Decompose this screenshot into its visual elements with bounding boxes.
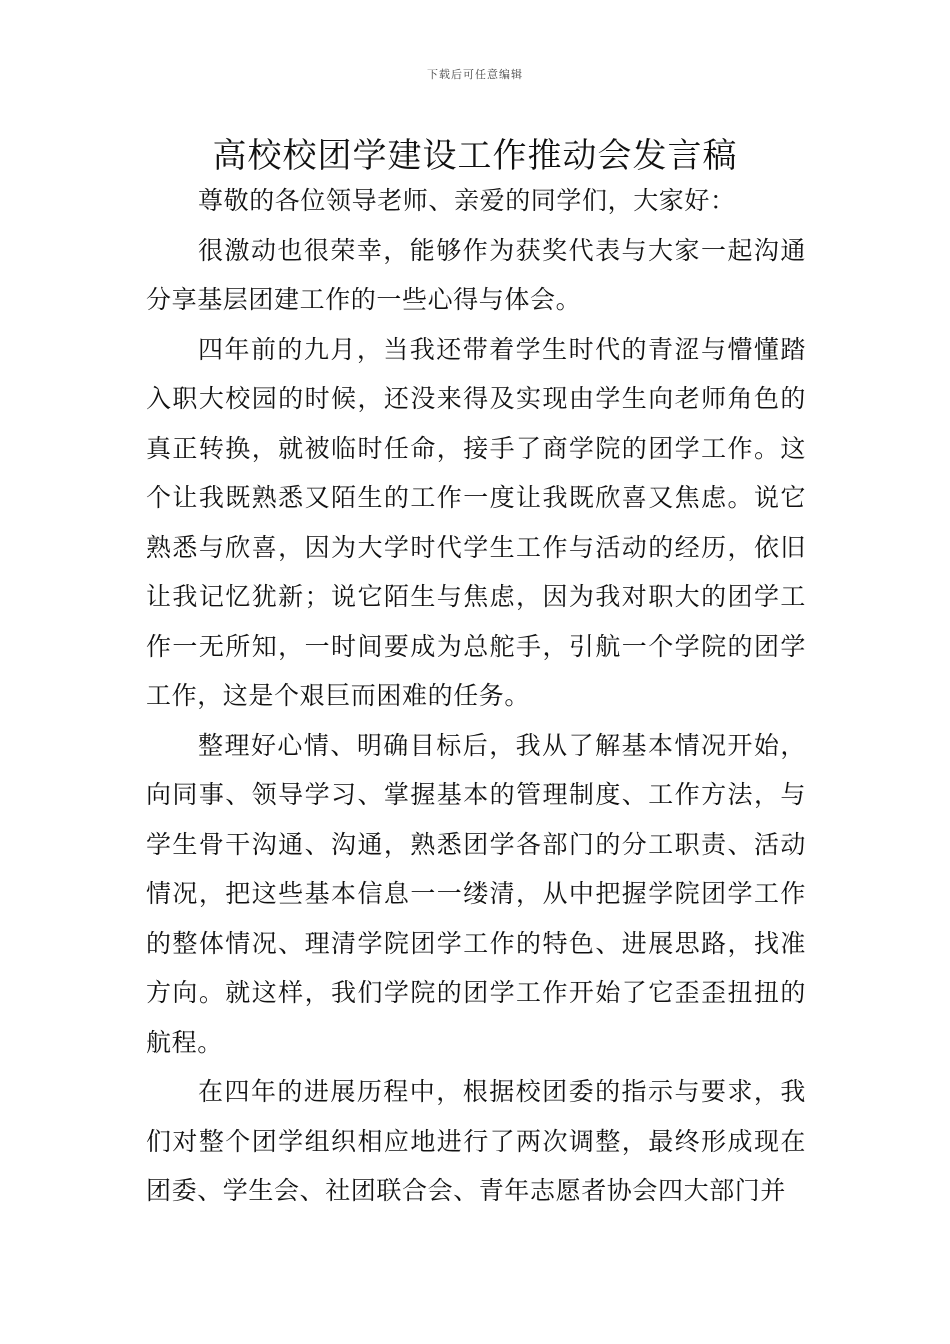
document-title: 高校校团学建设工作推动会发言稿 (212, 136, 738, 176)
document-body (146, 176, 806, 1216)
paragraph-1: 很激动也很荣幸，能够作为获奖代表与大家一起沟通分享基层团建工作的一些心得与体会。 (146, 235, 806, 314)
paragraph-2: 四年前的九月，当我还带着学生时代的青涩与懵懂踏入职大校园的时候，还没来得及实现由学生向老师角色的真正转换，就被临时任命，接手了商学院的团学工作。这个让我既熟悉又陌生的工作一度让我既欣喜又焦虑。说它熟悉与欣喜，因为大学时代学生工作与活动的经历，依旧让我记忆犹新；说它陌生与焦虑，因为我对职大的团学工作一无所知，一时间要成为总舵手，引航一个学院的团学工作，这是个艰巨而困难的任务。 (146, 334, 806, 710)
paragraph-3: 整理好心情、明确目标后，我从了解基本情况开始，向同事、领导学习、掌握基本的管理制度、工作方法，与学生骨干沟通、沟通，熟悉团学各部门的分工职责、活动情况，把这些基本信息一一缕清，从中把握学院团学工作的整体情况、理清学院团学工作的特色、进展思路，找准方向。就这样，我们学院的团学工作开始了它歪歪扭扭的航程。 (146, 730, 806, 1057)
paragraph-4: 在四年的进展历程中，根据校团委的指示与要求，我们对整个团学组织相应地进行了两次调整，最终形成现在团委、学生会、社团联合会、青年志愿者协会四大部门并 (146, 1077, 806, 1205)
header-note: 下载后可任意编辑 (427, 68, 523, 81)
paragraph-greeting: 尊敬的各位领导老师、亲爱的同学们，大家好： (198, 186, 736, 215)
